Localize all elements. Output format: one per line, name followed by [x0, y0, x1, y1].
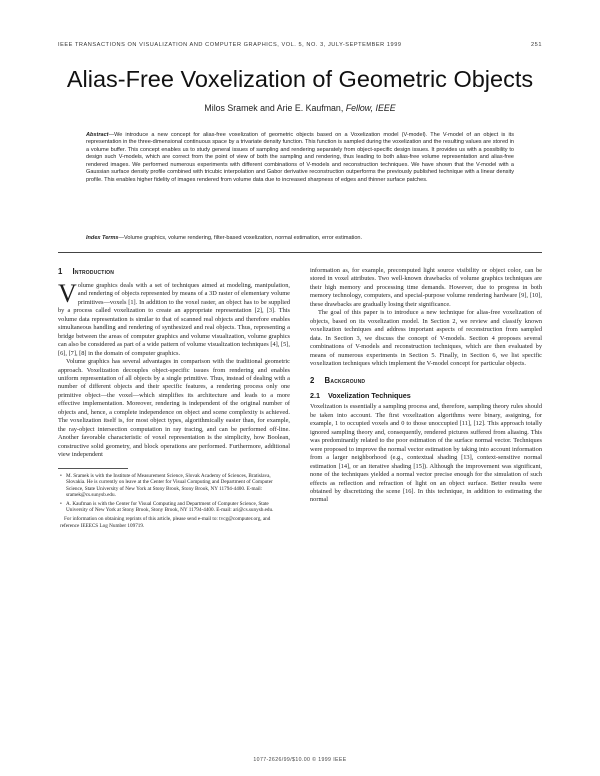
intro-paragraph-2: Volume graphics has several advantages in comparison with the traditional geometric approach. Voxelization decouples object-specific issues from rendering and enables uniform representation of all objects by a single primitive. Thus, instead of dealing with a number of different objects and their specific features, a rendering process only one primitive object—the voxel—which simplifies its architecture and leads to a more effective implementation. Moreover, rendering is independent of the original number of objects and, hence, a complete independence on object and scene complexity is achieved. The voxelization itself is, for most object types, algorithmically easier than, for example, the ray-object intersection computation in ray tracing, and can be performed off-line. Another favorable characteristic of voxel representation is the simplicity, how Boolean, constructive solid geometry, and block operations are performed. Furthermore, additional view independent: [58, 358, 290, 459]
section-1-number: 1: [58, 267, 63, 276]
index-terms-label: Index Terms: [86, 235, 119, 241]
section-2-title: Background: [324, 376, 366, 386]
abstract: Abstract—We introduce a new concept for alias-free voxelization of geometric objects based on a Voxelization model (V-model). The V-model of an object is its representation in the three-dimensional continuous space by a trivariate density function. This function is sampled during the voxelization and the resulting values are stored in a volume buffer. This concept enables us to study general issues of sampling and rendering separately from object-specific design issues. It provides us with a possibility to design such V-models, which are correct from the point of view of both the sampling and rendering, thus leading to both alias-free volume representation and alias-free rendered images. We performed numerous experiments with different combinations of V-models and reconstruction techniques. We have shown that the V-model with a Gaussian surface density profile combined with tricubic interpolation and Gabor derivative reconstruction outperforms the previously published technique with a linear density profile. This enables higher fidelity of images rendered from volume data due to increased sharpness of edges and thinner surface patches.: [86, 132, 514, 183]
page-number: 251: [531, 42, 542, 48]
bullet-icon: •: [60, 500, 62, 507]
subsection-2-1-number: 2.1: [310, 391, 320, 401]
abstract-label: Abstract: [86, 132, 109, 138]
footnote-rule: [58, 468, 128, 469]
header-rule: [58, 252, 542, 253]
footnote-reprints: For information on obtaining reprints of this article, please send e-mail to: tvcg@computer.org, and reference IEEECS Log Number 109719.: [60, 516, 271, 529]
bullet-icon: •: [60, 472, 62, 479]
running-head: [58, 42, 542, 48]
footnote-author-2: [58, 501, 290, 514]
paper-title: Alias-Free Voxelization of Geometric Objects: [66, 66, 534, 92]
footnote-author-2-text: A. Kaufman is with the Center for Visual Computing and Department of Computer Science, State University of New York at Stony Brook, Stony Brook, NY 11794-4400. E-mail: ari@cs.sunysb.edu.: [66, 500, 274, 514]
subsection-2-1-title: Voxelization Techniques: [328, 391, 411, 401]
index-terms: Index Terms—Volume graphics, volume rendering, filter-based voxelization, normal estimation, error estimation.: [86, 235, 363, 241]
intro-paragraph-4: The goal of this paper is to introduce a new technique for alias-free voxelization of objects, based on its voxelization model. In Section 2, we review and classify known voxelization techniques and address important aspects of reconstruction from sampled data. In Section 3, we discuss the concept of V-models. Section 4 proposes several combinations of V-models and reconstruction techniques, which are then evaluated by means of numerous experiments in Section 5. Finally, in Section 6, we list specific voxelization techniques which implement the V-model concept for particular objects.: [310, 309, 542, 367]
section-1-heading: [58, 267, 290, 276]
footnote-author-1-text: M. Sramek is with the Institute of Measurement Science, Slovak Academy of Sciences, Bratislava, Slovakia. He is currently on leave at the Center for Visual Computing and Department of Computer Science, State University of New York at Stony Brook, Stony Brook, NY 11794-4400. E-mail: sramek@cs.sunysb.edu.: [66, 472, 273, 499]
copyright-footer: 1077-2626/99/$10.00 © 1999 IEEE: [253, 757, 347, 763]
subsection-2-1-heading: [310, 391, 542, 400]
intro-paragraph-1-text: olume graphics deals with a set of techniques aimed at modeling, manipulation, and rendering of objects represented by means of a 3D raster of elementary volume primitives—voxels [1]. In addition to the voxel raster, an object has to be supplied by a process called voxelization to create an appropriate representation [2], [3]. This volume data representation is similar to that of scanned real objects and therefore enables simultaneous handling and rendering of synthesized and real objects. Thus, representing a bridge between the areas of computer graphics and volume visualization, volume graphics can also be considered as part of a wide pattern of volume visualization techniques [4], [5], [6], [7], [8] in the domain of computer graphics.: [58, 282, 290, 357]
section-2-number: 2: [310, 376, 315, 386]
intro-paragraph-1: [58, 279, 290, 358]
background-paragraph-1: Voxelization is essentially a sampling process and, therefore, sampling theory rules should be taken into account. The first voxelization algorithms were binary, assigning, for example, 1 to occupied voxels and 0 to those unoccupied [11], [12]. This approach totally ignored sampling theory and, consequently, rendered pictures suffered from aliasing. This was predominantly related to the poor estimation of the surface normal vector. Techniques were proposed to improve the normal vector estimation by taking into account information from a larger neighborhood (e.g., contextual shading [13], context-sensitive normal estimation [14], or an iterative shading [15]). Although the improvement was significant, none of the techniques yielded a normal vector precise enough for the simulation of such effects as reflection and refraction of light on an object surface. Better results were obtained by discretizing the scene [16]. In this technique, in addition to estimating the normal: [310, 403, 542, 504]
left-column: [58, 267, 290, 531]
index-terms-text: Volume graphics, volume rendering, filter-based voxelization, normal estimation, error estimation.: [124, 235, 363, 241]
author-fellow: Fellow, IEEE: [345, 103, 396, 113]
abstract-text: We introduce a new concept for alias-free voxelization of geometric objects based on a Voxelization model (V-model). The V-model of an object is its representation in the three-dimensional continuous space by a trivariate density function. This function is sampled during the voxelization and the resulting values are stored in a volume buffer. This concept enables us to study general issues of sampling and rendering separately from object-specific design issues. It provides us with a possibility to design such V-models, which are correct from the point of view of both the sampling and rendering, thus leading to both alias-free volume representation and alias-free rendered images. We performed numerous experiments with different combinations of V-models and reconstruction techniques. We have shown that the V-model with a Gaussian surface density profile combined with tricubic interpolation and Gabor derivative reconstruction outperforms the previously published technique with a linear density profile. This enables higher fidelity of images rendered from volume data due to increased sharpness of edges and thinner surface patches.: [86, 132, 514, 183]
section-1-title: Introduction: [72, 267, 115, 276]
intro-paragraph-3: information as, for example, precomputed light source visibility or object color, can be stored in voxel attributes. Two well-known drawbacks of volume graphics techniques are their high memory and processing time demands. However, due to progress in both memory technology, computers, and special-purpose volume rendering hardware [9], [10], these drawbacks are gradually losing their significance.: [310, 267, 542, 308]
footnote-author-1: [58, 473, 290, 499]
journal-name: IEEE TRANSACTIONS ON VISUALIZATION AND COMPUTER GRAPHICS, VOL. 5, NO. 3, JULY-SEPTEMBER 1999: [58, 42, 402, 48]
author-names: Milos Sramek and Arie E. Kaufman,: [204, 103, 344, 113]
author-line: [40, 103, 560, 113]
section-2-heading: [310, 376, 542, 385]
right-column: [310, 267, 542, 505]
dropcap: V: [58, 279, 77, 308]
